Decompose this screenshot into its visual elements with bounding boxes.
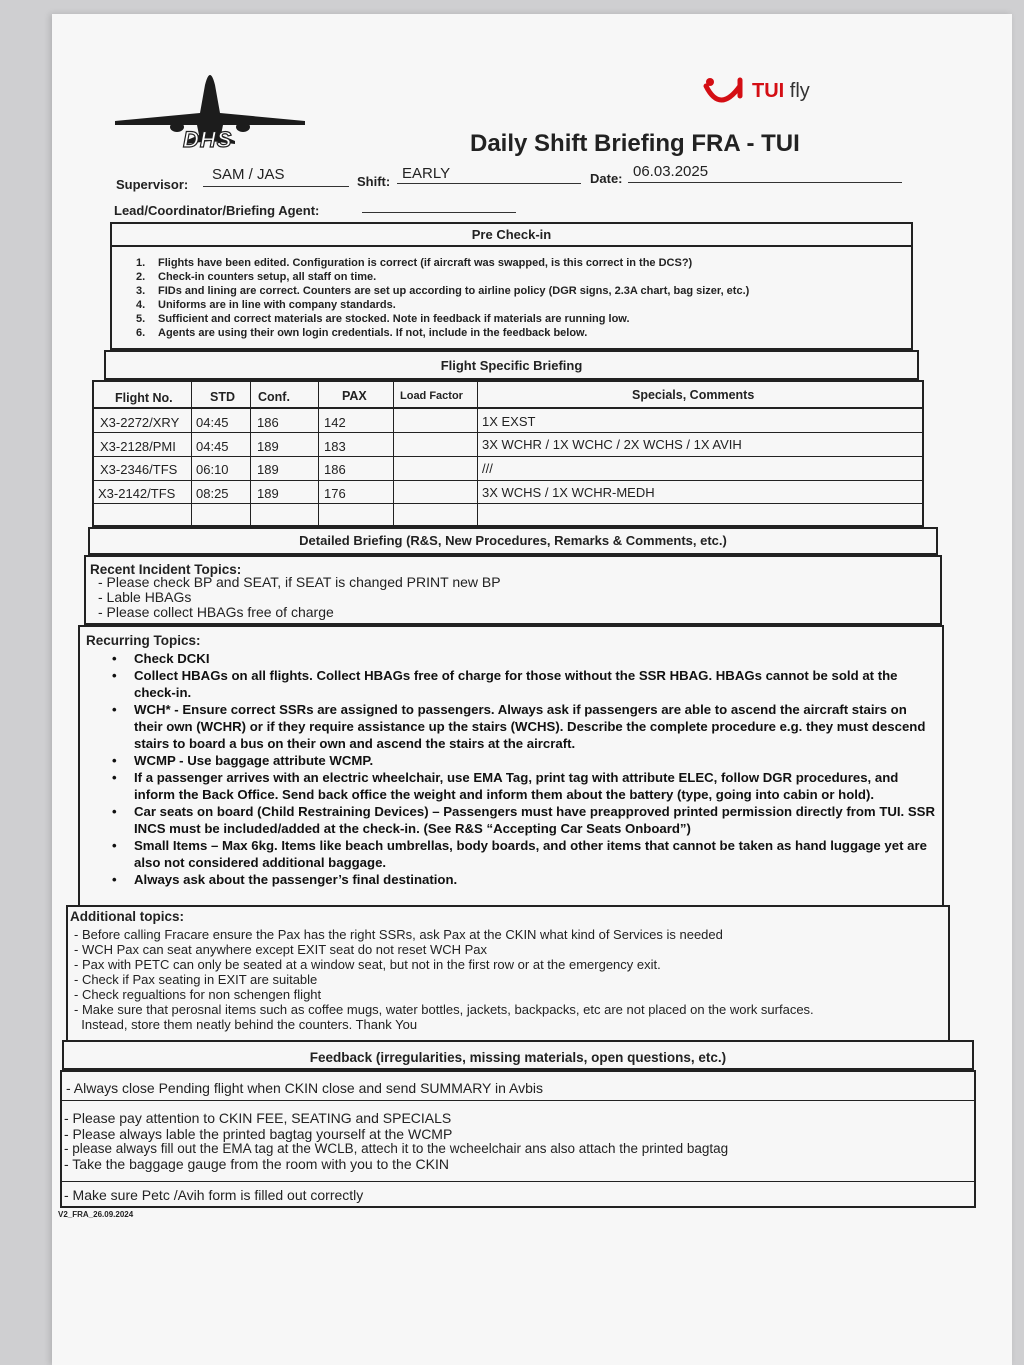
item-text: Uniforms are in line with company standards. (158, 299, 396, 311)
cell-std: 06:10 (196, 462, 229, 477)
list-item: - Before calling Fracare ensure the Pax has the right SSRs, ask Pax at the CKIN what kind of Services is needed (74, 927, 723, 942)
feedback-title: Feedback (irregularities, missing materials, open questions, etc.) (309, 1050, 727, 1065)
shift-value[interactable]: EARLY (402, 165, 451, 182)
tui-fly-logo (700, 72, 890, 122)
list-item: - Check regualtions for non schengen flight (74, 987, 322, 1002)
feedback-item: - Always close Pending flight when CKIN close and send SUMMARY in Avbis (66, 1080, 544, 1096)
list-item (136, 284, 749, 298)
cell-conf: 189 (257, 439, 279, 454)
feedback-item: - Please pay attention to CKIN FEE, SEATING and SPECIALS (64, 1110, 452, 1126)
item-number: 3. (136, 285, 146, 297)
feedback-item: - please always fill out the EMA tag at the WCLB, attech it to the wcheelchair ans also attach the printed bagtag (64, 1141, 729, 1156)
pre-checkin-divider (110, 245, 913, 247)
item-number: 5. (136, 313, 146, 325)
list-item: - Please check BP and SEAT, if SEAT is changed PRINT new BP (98, 574, 501, 590)
document-title: Daily Shift Briefing FRA - TUI (470, 130, 800, 157)
supervisor-label: Supervisor: (116, 177, 189, 192)
cell-pax: 186 (324, 462, 346, 477)
shift-underline (397, 183, 581, 184)
dhs-logo (105, 55, 315, 155)
cell-flight: X3-2128/PMI (100, 439, 176, 454)
table-col-divider (318, 381, 319, 526)
tui-smile-icon (700, 76, 750, 116)
list-item: • WCH* - Ensure correct SSRs are assigned to passengers. Always ask if passengers are able to ascend the aircraft stairs on their own (WCHR) or if they require assistance up the stairs (WCHS). Describe the complete procedure e.g. they must descend stairs to board a bus on their own and ascend the stairs at the aircraft. (108, 701, 938, 752)
dhs-text: DHS (183, 127, 233, 152)
date-value[interactable]: 06.03.2025 (633, 163, 709, 180)
recent-topics-list (98, 575, 501, 620)
table-header-divider (92, 407, 924, 409)
feedback-item: - Please always lable the printed bagtag yourself at the WCMP (64, 1126, 453, 1142)
lead-label: Lead/Coordinator/Briefing Agent: (114, 203, 320, 218)
list-item: - Pax with PETC can only be seated at a window seat, but not in the first row or at the emergency exit. (74, 957, 661, 972)
cell-std: 08:25 (196, 486, 229, 501)
list-item: - Make sure that perosnal items such as coffee mugs, water bottles, jackets, backpacks, etc are not placed on the work surfaces. (74, 1002, 814, 1017)
col-header-conf: Conf. (258, 390, 290, 404)
list-item: - Please collect HBAGs free of charge (98, 604, 334, 620)
list-item (136, 312, 749, 326)
list-item: Instead, store them neatly behind the counters. Thank You (74, 1017, 418, 1032)
item-text: FIDs and lining are correct. Counters are set up according to airline policy (DGR signs, 2.3A chart, bag sizer, etc.) (158, 285, 750, 297)
list-item: • Collect HBAGs on all flights. Collect HBAGs free of charge for those without the SSR HBAG. HBAGs cannot be sold at the check-in. (108, 667, 938, 701)
cell-comments: /// (482, 461, 493, 476)
list-item (136, 270, 749, 284)
cell-pax: 183 (324, 439, 346, 454)
tui-wordmark (752, 80, 810, 103)
list-item (136, 326, 749, 340)
flight-briefing-title: Flight Specific Briefing (440, 358, 583, 373)
cell-comments: 3X WCHS / 1X WCHR-MEDH (482, 485, 655, 500)
additional-topics-title: Additional topics: (70, 909, 184, 924)
col-header-pax: PAX (342, 389, 367, 403)
cell-comments: 3X WCHR / 1X WCHC / 2X WCHS / 1X AVIH (482, 437, 742, 452)
item-number: 2. (136, 271, 146, 283)
item-number: 6. (136, 327, 146, 339)
detailed-title: Detailed Briefing (R&S, New Procedures, Remarks & Comments, etc.) (299, 533, 727, 548)
additional-topics-list (74, 927, 814, 1032)
cell-comments: 1X EXST (482, 414, 536, 429)
item-text: Agents are using their own login credentials. If not, include in the feedback below. (158, 327, 588, 339)
recurring-topics-list (108, 650, 938, 888)
item-number: 1. (136, 257, 146, 269)
recurring-topics-title: Recurring Topics: (86, 633, 201, 648)
item-text: Check-in counters setup, all staff on time. (158, 271, 377, 283)
supervisor-value[interactable]: SAM / JAS (212, 166, 285, 183)
col-header-load-factor: Load Factor (400, 390, 463, 402)
feedback-item: - Take the baggage gauge from the room with you to the CKIN (64, 1156, 449, 1172)
list-item (136, 256, 749, 270)
table-col-divider (191, 381, 192, 526)
footer-version-code: V2_FRA_26.09.2024 (58, 1210, 134, 1219)
list-item: • Always ask about the passenger’s final destination. (108, 871, 938, 888)
date-underline (628, 182, 902, 183)
cell-conf: 189 (257, 486, 279, 501)
list-item: - WCH Pax can seat anywhere except EXIT seat do not reset WCH Pax (74, 942, 488, 957)
table-col-divider (250, 381, 251, 526)
list-item: • If a passenger arrives with an electric wheelchair, use EMA Tag, print tag with attribute ELEC, follow DGR procedures, and inform the Back Office. Send back office the weight and inform them about the battery (type, going into cabin or hold). (108, 769, 938, 803)
list-item: • Check DCKI (108, 650, 938, 667)
table-col-divider (477, 381, 478, 526)
col-header-flight: Flight No. (115, 391, 173, 405)
cell-pax: 176 (324, 486, 346, 501)
col-header-std: STD (210, 390, 235, 404)
fly-text: fly (789, 80, 810, 102)
list-item: - Check if Pax seating in EXIT are suitable (74, 972, 318, 987)
col-header-comments: Specials, Comments (632, 388, 755, 402)
table-row-divider (92, 456, 924, 457)
list-item: • Small Items – Max 6kg. Items like beach umbrellas, body boards, and other items that cannot be taken as hand luggage yet are also not considered additional baggage. (108, 837, 938, 871)
feedback-row-divider (60, 1181, 976, 1182)
date-label: Date: (590, 171, 623, 186)
lead-underline[interactable] (362, 212, 516, 213)
pre-checkin-list (136, 256, 749, 340)
pre-checkin-title: Pre Check-in (471, 227, 552, 242)
table-row-divider (92, 480, 924, 481)
item-number: 4. (136, 299, 146, 311)
cell-std: 04:45 (196, 439, 229, 454)
shift-label: Shift: (357, 174, 391, 189)
list-item (136, 298, 749, 312)
supervisor-underline (203, 186, 349, 187)
cell-flight: X3-2346/TFS (100, 462, 178, 477)
cell-flight: X3-2272/XRY (100, 415, 180, 430)
cell-pax: 142 (324, 415, 346, 430)
feedback-item: - Make sure Petc /Avih form is filled out correctly (64, 1187, 364, 1203)
list-item: - Lable HBAGs (98, 589, 192, 605)
cell-conf: 186 (257, 415, 279, 430)
table-row-divider (92, 503, 924, 504)
table-row-divider (92, 432, 924, 433)
cell-flight: X3-2142/TFS (98, 486, 176, 501)
tui-text: TUI (752, 80, 785, 102)
cell-std: 04:45 (196, 415, 229, 430)
cell-conf: 189 (257, 462, 279, 477)
table-col-divider (393, 381, 394, 526)
recent-topics-title: Recent Incident Topics: (90, 562, 242, 577)
list-item: • WCMP - Use baggage attribute WCMP. (108, 752, 938, 769)
item-text: Flights have been edited. Configuration is correct (if aircraft was swapped, is this correct in the DCS?) (158, 257, 693, 269)
list-item: • Car seats on board (Child Restraining Devices) – Passengers must have preapproved printed permission directly from TUI. SSR INCS must be included/added at the check-in. (See R&S “Accepting Car Seats Onboard”) (108, 803, 938, 837)
item-text: Sufficient and correct materials are stocked. Note in feedback if materials are running low. (158, 313, 630, 325)
feedback-row-divider (60, 1100, 976, 1101)
